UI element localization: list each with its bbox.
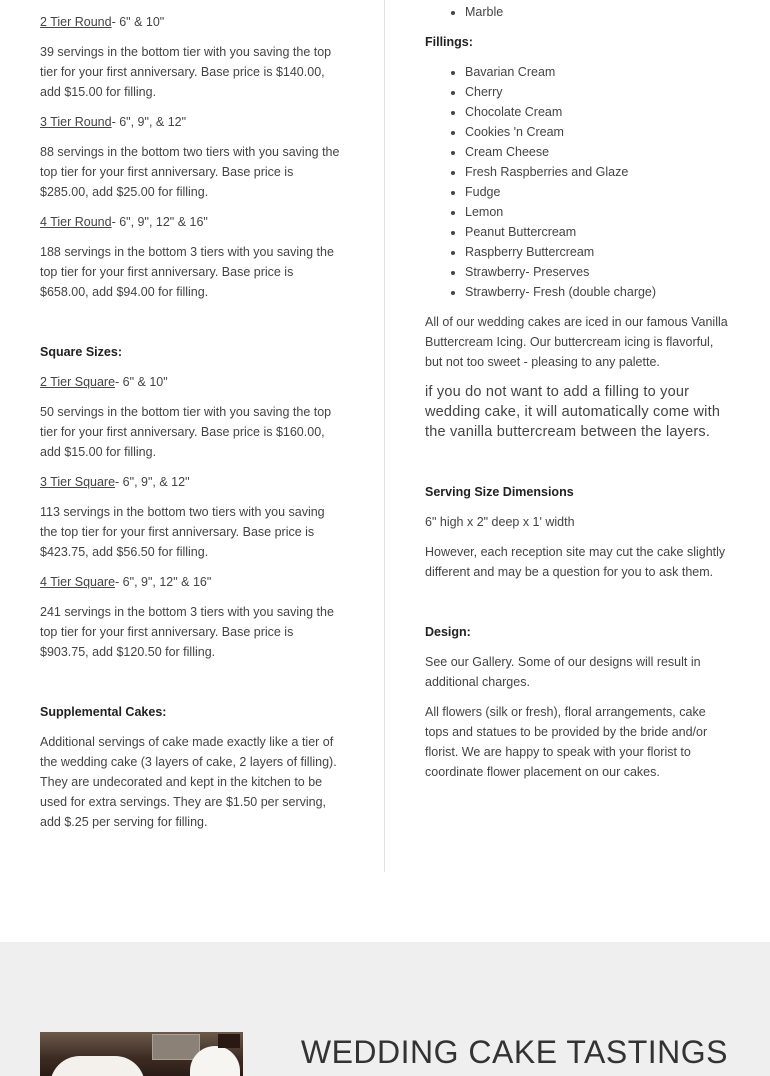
round-4-tier-line [40, 212, 345, 232]
icing-note: All of our wedding cakes are iced in our famous Vanilla Buttercream Icing. Our buttercream icing is flavorful, but not too sweet - pleasing to any palette. [425, 315, 728, 369]
round-2-tier-desc: 39 servings in the bottom tier with you saving the top tier for your first anniversary. Base price is $140.00, add $15.00 for filling. [40, 45, 332, 99]
list-item: • Lemon [465, 202, 730, 222]
round-4-tier-link[interactable]: 4 Tier Round [40, 215, 112, 229]
fillings-heading: Fillings: [425, 35, 473, 49]
square-4-tier-line [40, 572, 345, 592]
square-3-tier-line [40, 472, 345, 492]
design-heading: Design: [425, 625, 471, 639]
left-column [40, 12, 345, 832]
photo-cake-left [50, 1056, 145, 1076]
round-4-tier-sizes: - 6", 9", 12" & 16" [111, 215, 208, 229]
design-flowers-note: All flowers (silk or fresh), floral arrangements, cake tops and statues to be provided by the bride and/or florist. We are happy to speak with your florist to coordinate flower placement on our cakes. [425, 705, 708, 779]
round-2-tier-link[interactable]: 2 Tier Round [40, 15, 112, 29]
list-item: • Strawberry- Fresh (double charge) [465, 282, 730, 302]
square-2-tier-line [40, 372, 345, 392]
round-2-tier-sizes: - 6" & 10" [111, 15, 165, 29]
list-item: • Bavarian Cream [465, 62, 730, 82]
list-item: • Marble [465, 2, 730, 22]
list-item: • Raspberry Buttercream [465, 242, 730, 262]
square-3-tier-link[interactable]: 3 Tier Square [40, 475, 116, 489]
round-3-tier-sizes: - 6", 9", & 12" [111, 115, 187, 129]
fillings-list [425, 62, 730, 302]
round-3-tier-line [40, 112, 345, 132]
list-item: • Chocolate Cream [465, 102, 730, 122]
default-filling-note: if you do not want to add a filling to your wedding cake, it will automatically come with the vanilla buttercream between the layers. [425, 384, 721, 440]
serving-size-heading: Serving Size Dimensions [425, 485, 574, 499]
photo-chocolate-slice [218, 1034, 240, 1048]
square-2-tier-sizes: - 6" & 10" [115, 375, 168, 389]
round-3-tier-desc: 88 servings in the bottom two tiers with you saving the top tier for your first anniversary. Base price is $285.00, add $25.00 for filling. [40, 145, 340, 199]
right-column [425, 2, 730, 782]
list-item: • Cookies 'n Cream [465, 122, 730, 142]
square-sizes-heading: Square Sizes: [40, 345, 122, 359]
supplemental-text: Additional servings of cake made exactly like a tier of the wedding cake (3 layers of cake, 2 layers of filling). They are undecorated and kept in the kitchen to be used for extra servings. They are $1.50 per serving, add $.25 per serving for filling. [40, 735, 337, 829]
list-item: • Fresh Raspberries and Glaze [465, 162, 730, 182]
square-4-tier-sizes: - 6", 9", 12" & 16" [115, 575, 212, 589]
cake-photo [40, 1032, 243, 1076]
tastings-title: WEDDING CAKE TASTINGS [300, 1034, 728, 1070]
list-item: • Cream Cheese [465, 142, 730, 162]
serving-note: However, each reception site may cut the cake slightly different and may be a question for you to ask them. [425, 545, 726, 579]
list-item: • Cherry [465, 82, 730, 102]
square-4-tier-desc: 241 servings in the bottom 3 tiers with you saving the top tier for your first anniversary. Base price is $903.75, add $120.50 for filling. [40, 605, 334, 659]
flavors-list [425, 2, 730, 22]
round-4-tier-desc: 188 servings in the bottom 3 tiers with you saving the top tier for your first anniversary. Base price is $658.00, add $94.00 for filling. [40, 245, 334, 299]
square-4-tier-link[interactable]: 4 Tier Square [40, 575, 116, 589]
supplemental-heading: Supplemental Cakes: [40, 705, 167, 719]
round-2-tier-line [40, 12, 345, 32]
list-item: • Peanut Buttercream [465, 222, 730, 242]
square-3-tier-desc: 113 servings in the bottom two tiers with you saving the top tier for your first anniversary. Base price is $423.75, add $56.50 for filling. [40, 505, 325, 559]
photo-card [152, 1034, 200, 1060]
square-2-tier-link[interactable]: 2 Tier Square [40, 375, 116, 389]
column-divider [384, 0, 385, 872]
serving-dimensions: 6" high x 2" deep x 1' width [425, 515, 575, 529]
square-3-tier-sizes: - 6", 9", & 12" [115, 475, 190, 489]
list-item: • Strawberry- Preserves [465, 262, 730, 282]
round-3-tier-link[interactable]: 3 Tier Round [40, 115, 112, 129]
design-gallery-note: See our Gallery. Some of our designs will result in additional charges. [425, 655, 701, 689]
list-item: • Fudge [465, 182, 730, 202]
square-2-tier-desc: 50 servings in the bottom tier with you saving the top tier for your first anniversary. Base price is $160.00, add $15.00 for filling. [40, 405, 332, 459]
